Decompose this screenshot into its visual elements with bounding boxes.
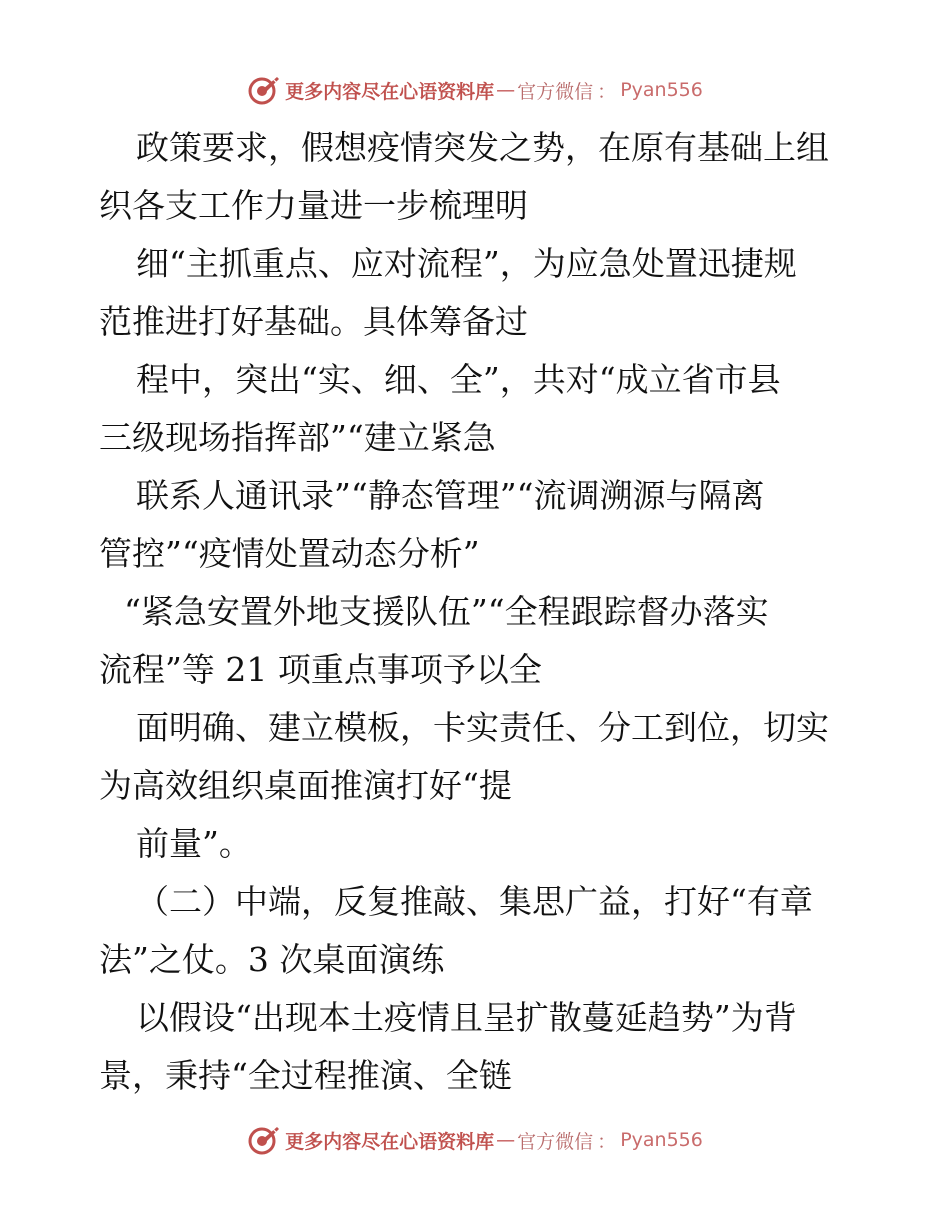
banner-separator: — (496, 79, 516, 101)
body-line: 流程”等 21 项重点事项予以全 (99, 650, 542, 689)
banner-brand-text: 更多内容尽在心语资料库 (285, 1130, 495, 1153)
header-watermark-banner (0, 70, 950, 110)
body-line: 政策要求，假想疫情突发之势，在原有基础上组 (136, 128, 829, 167)
section-heading-line: （二）中端，反复推敲、集思广益，打好“有章 (136, 882, 813, 921)
banner-account: Pyan556 (620, 79, 703, 101)
banner-separator: — (496, 1129, 516, 1151)
banner-colon: ： (597, 80, 617, 103)
body-line: 程中，突出“实、细、全”，共对“成立省市县 (136, 360, 781, 399)
body-line: 面明确、建立模板，卡实责任、分工到位，切实 (136, 708, 829, 747)
banner-account: Pyan556 (620, 1129, 703, 1151)
body-line: 管控”“疫情处置动态分析” (99, 534, 480, 573)
body-line: 以假设“出现本土疫情且呈扩散蔓延趋势”为背 (136, 998, 797, 1037)
banner-wechat-label: 官方微信 (517, 80, 594, 103)
banner-colon: ： (597, 1130, 617, 1153)
body-line: 联系人通讯录”“静态管理”“流调溯源与隔离 (136, 476, 765, 515)
body-line: “紧急安置外地支援队伍”“全程跟踪督办落实 (124, 592, 769, 631)
banner-wechat-label: 官方微信 (517, 1130, 594, 1153)
body-line: 景，秉持“全过程推演、全链 (99, 1056, 512, 1095)
body-line: 细“主抓重点、应对流程”，为应急处置迅捷规 (136, 244, 797, 283)
body-line: 织各支工作力量进一步梳理明 (99, 186, 528, 225)
pen-logo-icon (247, 1123, 281, 1157)
banner-brand-text: 更多内容尽在心语资料库 (285, 80, 495, 103)
pen-logo-icon (247, 73, 281, 107)
body-line: 前量”。 (136, 824, 252, 863)
body-line: 为高效组织桌面推演打好“提 (99, 766, 512, 805)
footer-watermark-banner (0, 1120, 950, 1160)
body-line: 范推进打好基础。具体筹备过 (99, 302, 528, 341)
body-line: 三级现场指挥部”“建立紧急 (99, 418, 496, 457)
body-line: 法”之仗。3 次桌面演练 (99, 940, 445, 979)
